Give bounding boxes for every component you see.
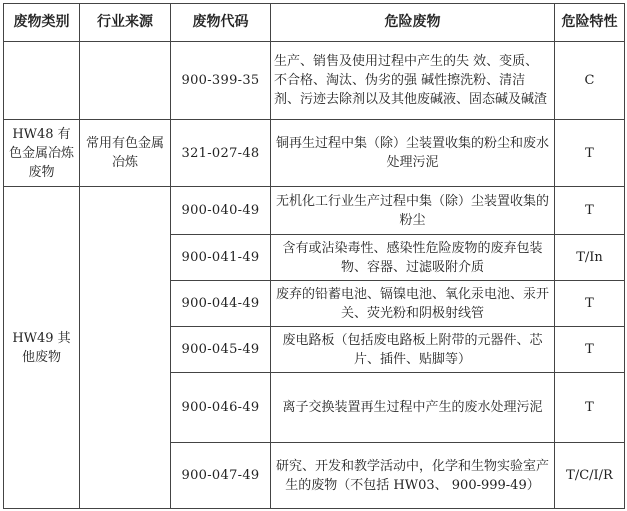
property-cell: T [555, 327, 625, 373]
property-cell: T/C/I/R [555, 443, 625, 509]
code-cell: 900-045-49 [171, 327, 271, 373]
code-cell: 900-044-49 [171, 281, 271, 327]
source-cell [80, 187, 171, 509]
property-cell: T [555, 281, 625, 327]
category-cell: HW48 有色金属冶炼废物 [4, 120, 80, 187]
source-cell: 常用有色金属冶炼 [80, 120, 171, 187]
waste-cell: 生产、销售及使用过程中产生的失 效、变质、不合格、淘汰、伪劣的强 碱性擦洗粉、清洁剂、污迹去除剂以及其他废碱液、固态碱及碱渣 [271, 42, 555, 120]
code-cell: 900-047-49 [171, 443, 271, 509]
header-code: 废物代码 [171, 4, 271, 42]
source-cell [80, 42, 171, 120]
header-property: 危险特性 [555, 4, 625, 42]
property-cell: T/In [555, 235, 625, 281]
code-cell: 900-040-49 [171, 187, 271, 235]
code-cell: 321-027-48 [171, 120, 271, 187]
code-cell: 900-399-35 [171, 42, 271, 120]
property-cell: T [555, 373, 625, 443]
header-source: 行业来源 [80, 4, 171, 42]
property-cell: T [555, 120, 625, 187]
table-row [4, 120, 625, 187]
category-cell: HW49 其他废物 [4, 187, 80, 509]
property-cell: C [555, 42, 625, 120]
header-category: 废物类别 [4, 4, 80, 42]
code-cell: 900-041-49 [171, 235, 271, 281]
hazardous-waste-table [3, 3, 625, 509]
waste-cell: 废弃的铅蓄电池、镉镍电池、氧化汞电池、汞开关、荧光粉和阴极射线管 [271, 281, 555, 327]
waste-cell: 铜再生过程中集（除）尘装置收集的粉尘和废水处理污泥 [271, 120, 555, 187]
category-cell [4, 42, 80, 120]
code-cell: 900-046-49 [171, 373, 271, 443]
waste-cell: 离子交换装置再生过程中产生的废水处理污泥 [271, 373, 555, 443]
header-row [4, 4, 625, 42]
table-row [4, 187, 625, 235]
waste-cell: 含有或沾染毒性、感染性危险废物的废弃包装物、容器、过滤吸附介质 [271, 235, 555, 281]
header-waste: 危险废物 [271, 4, 555, 42]
property-cell: T [555, 187, 625, 235]
waste-cell: 无机化工行业生产过程中集（除）尘装置收集的粉尘 [271, 187, 555, 235]
waste-cell: 废电路板（包括废电路板上附带的元器件、芯片、插件、贴脚等） [271, 327, 555, 373]
waste-cell: 研究、开发和教学活动中，化学和生物实验室产生的废物（不包括 HW03、 900-999-49） [271, 443, 555, 509]
table-row [4, 42, 625, 120]
